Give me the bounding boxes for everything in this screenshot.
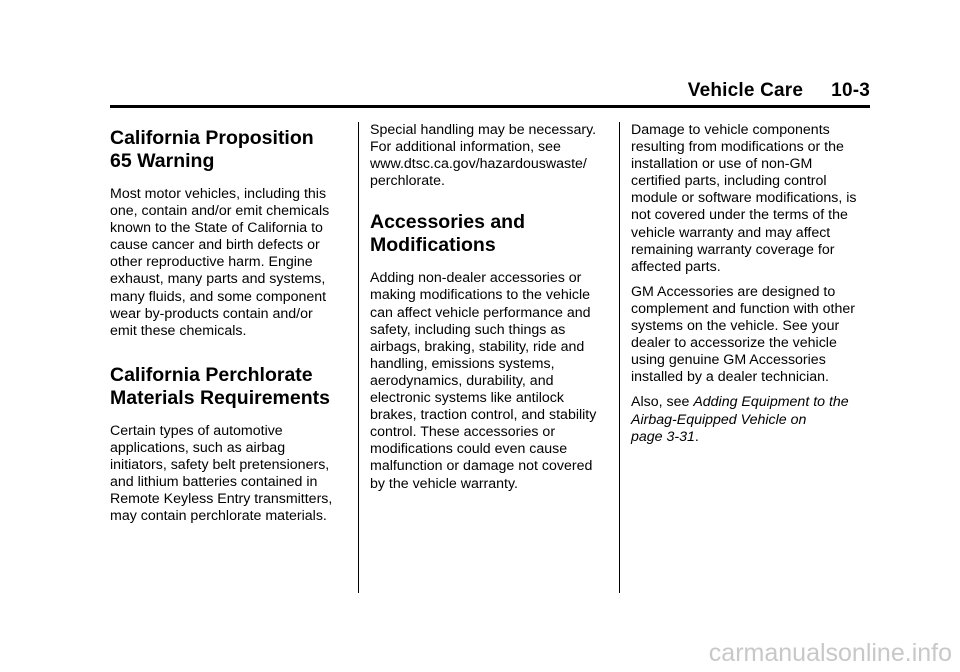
section-title: Vehicle Care — [687, 80, 804, 101]
dtsc-link: www.dtsc.ca.gov/hazardouswaste/ — [370, 156, 587, 173]
cross-reference-link[interactable]: Adding Equipment to the — [693, 394, 849, 411]
paragraph-prop65: Most motor vehicles, including this one, contain and/or emit chemicals known to the State of California to cause cancer and birth defects or other reproductive harm. Engine exhaust, many parts and systems, many fluids, and some component wear by-products contain and/or emit these chemicals. — [110, 186, 330, 339]
paragraph-special-handling: Special handling may be necessary. For additional information, see www.dtsc.ca.gov/hazardouswaste/ perchlorate. — [370, 122, 597, 190]
paragraph-gm-accessories: GM Accessories are designed to complement and function with other systems on the vehicle. See your dealer to accessorize the vehicle using genuine GM Accessories installed by a dealer technician. — [631, 283, 855, 386]
column-divider-1 — [358, 122, 359, 593]
heading-perchlorate: California Perchlorate Materials Requirements — [110, 363, 330, 409]
heading-accessories: Accessories and Modifications — [370, 211, 526, 257]
paragraph-perchlorate: Certain types of automotive applications, such as airbag initiators, safety belt pretensioners, and lithium batteries contained in Remote Keyless Entry transmitters, may contain perchlorate materials. — [110, 422, 333, 525]
column-divider-2 — [619, 122, 620, 593]
column-2 — [370, 122, 606, 501]
heading-prop65: California Proposition 65 Warning — [110, 127, 314, 172]
paragraph-accessories: Adding non-dealer accessories or making modifications to the vehicle can affect vehicle performance and safety, including such things as airbags, braking, stability, ride and handling, emissions systems, aerodynamics, durability, and electronic systems like antilock brakes, traction control, and stability control. These accessories or modifications could even cause malfunction or damage not covered by the vehicle warranty. — [370, 270, 597, 492]
page-number: 10-3 — [831, 80, 870, 101]
column-1 — [110, 122, 346, 533]
header-title — [688, 80, 870, 102]
page-header — [110, 78, 870, 108]
paragraph-damage: Damage to vehicle components resulting from modifications or the installation or use of non-GM certified parts, including control module or software modifications, is not covered under the terms of the vehicle warranty and may affect remaining warranty coverage for affected parts. — [631, 122, 857, 275]
watermark: carmanualsonline.info — [708, 639, 952, 667]
column-3 — [631, 122, 867, 454]
paragraph-see-also: Also, see Adding Equipment to the Airbag-Equipped Vehicle on page 3-31. — [631, 394, 849, 445]
